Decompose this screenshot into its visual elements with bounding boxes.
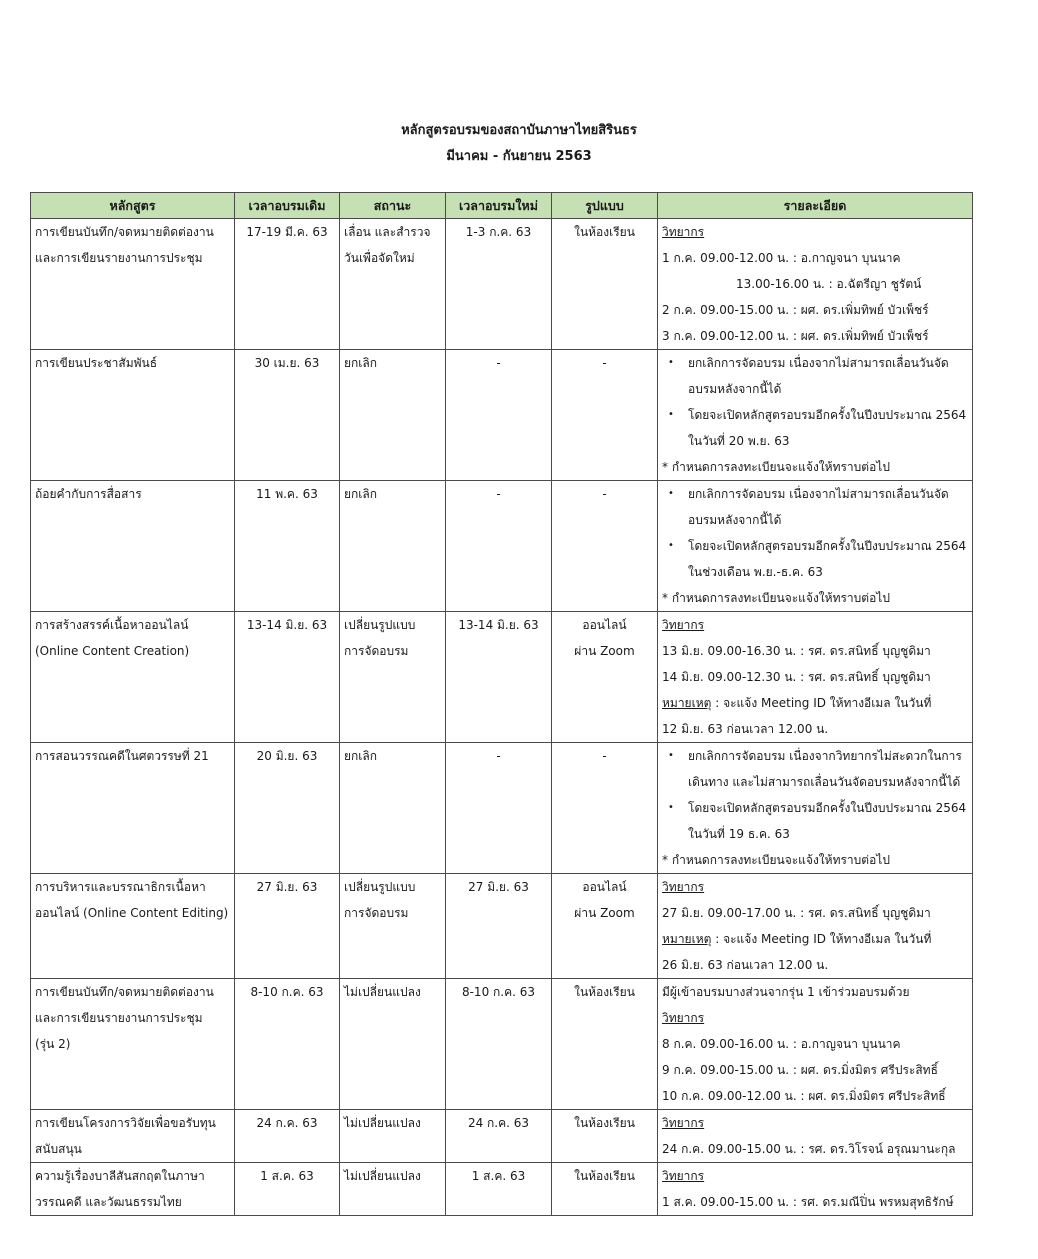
format-cell	[552, 219, 658, 350]
details-cell	[658, 1110, 973, 1163]
old-time-cell: 13-14 มิ.ย. 63	[235, 612, 340, 743]
format-text: -	[602, 356, 607, 370]
course-cell	[31, 743, 235, 874]
course-cell	[31, 979, 235, 1110]
status-cell	[340, 481, 446, 612]
schedule-line: 14 มิ.ย. 09.00-12.30 น. : รศ. ดร.สนิทธิ์ บุญชูดิมา	[662, 670, 931, 684]
header-details: รายละเอียด	[658, 193, 973, 219]
bullet-line: • ยกเลิกการจัดอบรม เนื่องจากไม่สามารถเลื่อนวันจัด	[688, 487, 949, 501]
table-row	[31, 874, 973, 979]
header-status: สถานะ	[340, 193, 446, 219]
pre-text: มีผู้เข้าอบรมบางส่วนจากรุ่น 1 เข้าร่วมอบรมด้วย	[662, 985, 910, 999]
registration-note: * กำหนดการลงทะเบียนจะแจ้งให้ทราบต่อไป	[662, 591, 890, 605]
status-cell	[340, 1110, 446, 1163]
course-cell	[31, 481, 235, 612]
status-text: ยกเลิก	[344, 487, 378, 501]
format-cell	[552, 612, 658, 743]
bullet-item	[688, 481, 968, 533]
course-name: การสอนวรรณคดีในศตวรรษที่ 21	[35, 749, 209, 763]
status-text: ยกเลิก	[344, 749, 378, 763]
remark-label: หมายเหตุ	[662, 696, 712, 710]
details-cell	[658, 219, 973, 350]
bullet-line: ในวันที่ 20 พ.ย. 63	[688, 434, 790, 448]
speaker-heading: วิทยากร	[662, 1169, 705, 1183]
new-time-cell: -	[446, 481, 552, 612]
remark-text: : จะแจ้ง Meeting ID ให้ทางอีเมล ในวันที่	[711, 696, 932, 710]
table-row	[31, 743, 973, 874]
registration-note: * กำหนดการลงทะเบียนจะแจ้งให้ทราบต่อไป	[662, 853, 890, 867]
details-cell	[658, 612, 973, 743]
course-name: การบริหารและบรรณาธิกรเนื้อหา	[35, 880, 206, 894]
table-row	[31, 612, 973, 743]
schedule-line: 10 ก.ค. 09.00-12.00 น. : ผศ. ดร.มิ่งมิตร ศรีประสิทธิ์	[662, 1089, 946, 1103]
bullet-item	[688, 350, 968, 402]
details-cell	[658, 1163, 973, 1216]
status-cell	[340, 979, 446, 1110]
remark-text: : จะแจ้ง Meeting ID ให้ทางอีเมล ในวันที่	[711, 932, 932, 946]
bullet-line: • โดยจะเปิดหลักสูตรอบรมอีกครั้งในปีงบประมาณ 2564	[688, 539, 967, 553]
course-name: ความรู้เรื่องบาลีสันสกฤตในภาษา	[35, 1169, 205, 1183]
table-row	[31, 219, 973, 350]
format-text: -	[602, 487, 607, 501]
course-name: (Online Content Creation)	[35, 644, 190, 658]
document-title: หลักสูตรอบรมของสถาบันภาษาไทยสิรินธร	[401, 123, 637, 138]
old-time-cell: 1 ส.ค. 63	[235, 1163, 340, 1216]
status-text: วันเพื่อจัดใหม่	[344, 251, 415, 265]
format-cell	[552, 350, 658, 481]
course-name: การเขียนบันทึก/จดหมายติดต่องาน	[35, 985, 214, 999]
old-time-cell: 20 มิ.ย. 63	[235, 743, 340, 874]
new-time-cell: -	[446, 743, 552, 874]
course-name: วรรณคดี และวัฒนธรรมไทย	[35, 1195, 182, 1209]
old-time-cell: 27 มิ.ย. 63	[235, 874, 340, 979]
course-schedule-table	[30, 192, 973, 1216]
table-header-row	[31, 193, 973, 219]
schedule-line: 9 ก.ค. 09.00-15.00 น. : ผศ. ดร.มิ่งมิตร ศรีประสิทธิ์	[662, 1063, 938, 1077]
bullet-item	[688, 743, 968, 795]
schedule-line: 3 ก.ค. 09.00-12.00 น. : ผศ. ดร.เพิ่มทิพย์ บัวเพ็ชร์	[662, 329, 929, 343]
details-cell	[658, 979, 973, 1110]
old-time-cell: 17-19 มี.ค. 63	[235, 219, 340, 350]
remark-line: 12 มิ.ย. 63 ก่อนเวลา 12.00 น.	[662, 722, 829, 736]
table-row	[31, 979, 973, 1110]
bullet-line: • ยกเลิกการจัดอบรม เนื่องจากไม่สามารถเลื่อนวันจัด	[688, 356, 949, 370]
status-text: เลื่อน และสำรวจ	[344, 225, 431, 239]
table-row	[31, 1163, 973, 1216]
status-text: เปลี่ยนรูปแบบ	[344, 618, 416, 632]
new-time-cell: 24 ก.ค. 63	[446, 1110, 552, 1163]
speaker-heading: วิทยากร	[662, 618, 705, 632]
old-time-cell: 8-10 ก.ค. 63	[235, 979, 340, 1110]
status-cell	[340, 219, 446, 350]
course-cell	[31, 874, 235, 979]
format-text: ออนไลน์	[582, 618, 627, 632]
remark-line	[662, 926, 968, 952]
bullet-line: อบรมหลังจากนี้ได้	[688, 513, 782, 527]
course-name: การเขียนประชาสัมพันธ์	[35, 356, 158, 370]
format-cell	[552, 481, 658, 612]
course-cell	[31, 350, 235, 481]
format-text: ในห้องเรียน	[574, 1169, 635, 1183]
header-old-time: เวลาอบรมเดิม	[235, 193, 340, 219]
course-name: สนับสนุน	[35, 1142, 82, 1156]
remark-line: 26 มิ.ย. 63 ก่อนเวลา 12.00 น.	[662, 958, 829, 972]
status-cell	[340, 1163, 446, 1216]
speaker-heading: วิทยากร	[662, 880, 705, 894]
bullet-line: อบรมหลังจากนี้ได้	[688, 382, 782, 396]
bullet-line: • ยกเลิกการจัดอบรม เนื่องจากวิทยากรไม่สะดวกในการ	[688, 749, 962, 763]
bullet-line: • โดยจะเปิดหลักสูตรอบรมอีกครั้งในปีงบประมาณ 2564	[688, 408, 967, 422]
status-cell	[340, 874, 446, 979]
header-course: หลักสูตร	[31, 193, 235, 219]
format-text: ผ่าน Zoom	[574, 644, 635, 658]
status-text: การจัดอบรม	[344, 644, 409, 658]
course-name: และการเขียนรายงานการประชุม	[35, 1011, 203, 1025]
table-row	[31, 350, 973, 481]
format-text: ในห้องเรียน	[574, 1116, 635, 1130]
table-row	[31, 1110, 973, 1163]
table-row	[31, 481, 973, 612]
schedule-line: 13.00-16.00 น. : อ.ฉัตรีญา ชูรัตน์	[736, 277, 922, 291]
schedule-line: 1 ส.ค. 09.00-15.00 น. : รศ. ดร.มณีปิ่น พรหมสุทธิรักษ์	[662, 1195, 954, 1209]
details-cell	[658, 874, 973, 979]
course-name: ออนไลน์ (Online Content Editing)	[35, 906, 229, 920]
new-time-cell: 8-10 ก.ค. 63	[446, 979, 552, 1110]
schedule-line: 13 มิ.ย. 09.00-16.30 น. : รศ. ดร.สนิทธิ์ บุญชูดิมา	[662, 644, 931, 658]
status-cell	[340, 743, 446, 874]
course-name: การสร้างสรรค์เนื้อหาออนไลน์	[35, 618, 189, 632]
details-bullet-list	[662, 743, 968, 847]
new-time-cell: 27 มิ.ย. 63	[446, 874, 552, 979]
schedule-line: 27 มิ.ย. 09.00-17.00 น. : รศ. ดร.สนิทธิ์ บุญชูดิมา	[662, 906, 931, 920]
course-cell	[31, 1110, 235, 1163]
format-text: -	[602, 749, 607, 763]
speaker-heading: วิทยากร	[662, 1116, 705, 1130]
old-time-cell: 30 เม.ย. 63	[235, 350, 340, 481]
details-bullet-list	[662, 481, 968, 585]
status-text: ไม่เปลี่ยนแปลง	[344, 1169, 421, 1183]
course-name: (รุ่น 2)	[35, 1037, 71, 1051]
status-cell	[340, 350, 446, 481]
header-new-time: เวลาอบรมใหม่	[446, 193, 552, 219]
course-name: และการเขียนรายงานการประชุม	[35, 251, 203, 265]
old-time-cell: 11 พ.ค. 63	[235, 481, 340, 612]
course-name: การเขียนบันทึก/จดหมายติดต่องาน	[35, 225, 214, 239]
status-text: ไม่เปลี่ยนแปลง	[344, 985, 421, 999]
bullet-item	[688, 402, 968, 454]
old-time-cell: 24 ก.ค. 63	[235, 1110, 340, 1163]
schedule-line: 1 ก.ค. 09.00-12.00 น. : อ.กาญจนา บุนนาค	[662, 251, 901, 265]
remark-label: หมายเหตุ	[662, 932, 712, 946]
bullet-line: ในช่วงเดือน พ.ย.-ธ.ค. 63	[688, 565, 823, 579]
new-time-cell: -	[446, 350, 552, 481]
details-cell	[658, 350, 973, 481]
speaker-heading: วิทยากร	[662, 1011, 705, 1025]
status-text: เปลี่ยนรูปแบบ	[344, 880, 416, 894]
bullet-item	[688, 795, 968, 847]
status-text: ไม่เปลี่ยนแปลง	[344, 1116, 421, 1130]
status-text: ยกเลิก	[344, 356, 378, 370]
format-text: ในห้องเรียน	[574, 985, 635, 999]
bullet-line: • โดยจะเปิดหลักสูตรอบรมอีกครั้งในปีงบประมาณ 2564	[688, 801, 967, 815]
status-text: การจัดอบรม	[344, 906, 409, 920]
bullet-item	[688, 533, 968, 585]
format-cell	[552, 1110, 658, 1163]
schedule-line: 24 ก.ค. 09.00-15.00 น. : รศ. ดร.วิโรจน์ อรุณมานะกุล	[662, 1142, 956, 1156]
format-text: ผ่าน Zoom	[574, 906, 635, 920]
course-name: ถ้อยคำกับการสื่อสาร	[35, 487, 142, 501]
registration-note: * กำหนดการลงทะเบียนจะแจ้งให้ทราบต่อไป	[662, 460, 890, 474]
status-cell	[340, 612, 446, 743]
new-time-cell: 1 ส.ค. 63	[446, 1163, 552, 1216]
course-cell	[31, 612, 235, 743]
remark-line	[662, 690, 968, 716]
course-cell	[31, 219, 235, 350]
details-cell	[658, 481, 973, 612]
format-cell	[552, 1163, 658, 1216]
details-cell	[658, 743, 973, 874]
course-cell	[31, 1163, 235, 1216]
format-cell	[552, 743, 658, 874]
speaker-heading: วิทยากร	[662, 225, 705, 239]
format-text: ในห้องเรียน	[574, 225, 635, 239]
format-text: ออนไลน์	[582, 880, 627, 894]
bullet-line: เดินทาง และไม่สามารถเลื่อนวันจัดอบรมหลังจากนี้ได้	[688, 775, 961, 789]
format-cell	[552, 874, 658, 979]
schedule-line: 2 ก.ค. 09.00-15.00 น. : ผศ. ดร.เพิ่มทิพย์ บัวเพ็ชร์	[662, 303, 929, 317]
new-time-cell: 13-14 มิ.ย. 63	[446, 612, 552, 743]
new-time-cell: 1-3 ก.ค. 63	[446, 219, 552, 350]
format-cell	[552, 979, 658, 1110]
details-bullet-list	[662, 350, 968, 454]
header-format: รูปแบบ	[552, 193, 658, 219]
bullet-line: ในวันที่ 19 ธ.ค. 63	[688, 827, 790, 841]
schedule-line: 8 ก.ค. 09.00-16.00 น. : อ.กาญจนา บุนนาค	[662, 1037, 901, 1051]
course-name: การเขียนโครงการวิจัยเพื่อขอรับทุน	[35, 1116, 216, 1130]
document-subtitle: มีนาคม - กันยายน 2563	[446, 149, 592, 164]
